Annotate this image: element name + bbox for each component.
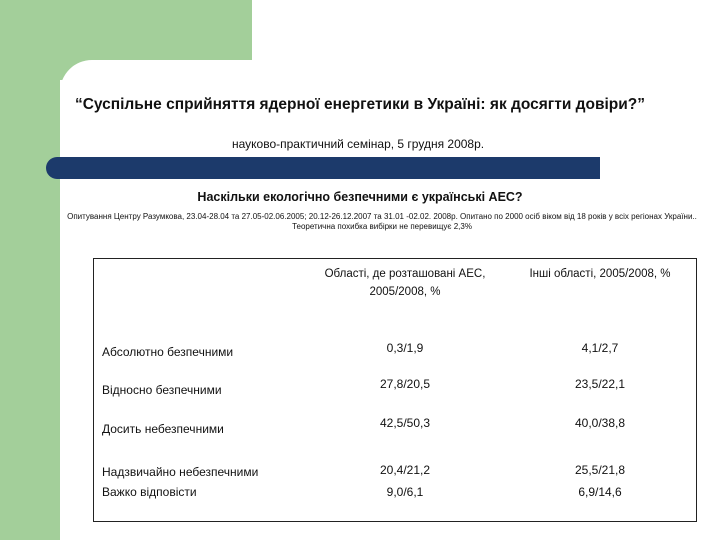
npp-regions-value: 27,8/20,5	[379, 377, 431, 391]
row-label: Абсолютно безпечними	[102, 345, 234, 359]
table-header-cell	[94, 259, 307, 336]
survey-question: Наскільки екологічно безпечними є українські АЕС?	[197, 190, 523, 204]
table-header-npp-regions: Області, де розташовані АЕС, 2005/2008, %	[324, 268, 486, 298]
other-regions-value: 25,5/21,8	[574, 463, 626, 477]
row-label: Відносно безпечними	[102, 383, 222, 397]
survey-note: Опитування Центру Разумкова, 23.04-28.04 та 27.05-02.06.2005; 20.12-26.12.2007 та 31.01 -02.02. 2008р. Опитано по 2000 осіб віком від 18 років у всіх регіонах України.. Теоретична похибка вибірки не перевищує 2,3%	[67, 212, 697, 231]
table-header-row	[94, 259, 697, 336]
other-regions-value: 40,0/38,8	[574, 416, 626, 430]
npp-regions-value: 9,0/6,1	[386, 485, 424, 499]
row-label: Важко відповісти	[102, 485, 197, 499]
other-regions-value: 23,5/22,1	[574, 377, 626, 391]
decorative-blue-bar	[46, 157, 600, 179]
npp-regions-value: 0,3/1,9	[386, 341, 424, 355]
table-header-other-regions: Інші області, 2005/2008, %	[529, 268, 671, 280]
slide-title: “Суспільне сприйняття ядерної енергетики в Україні: як досягти довіри?”	[74, 96, 646, 113]
table-row	[94, 399, 697, 438]
row-label: Досить небезпечними	[102, 422, 224, 436]
results-table	[93, 258, 697, 522]
other-regions-value: 6,9/14,6	[578, 485, 622, 499]
row-label: Надзвичайно небезпечними	[102, 465, 259, 479]
table-row	[94, 335, 697, 361]
decorative-green-strip	[0, 0, 60, 540]
table-row	[94, 483, 697, 522]
npp-regions-value: 42,5/50,3	[379, 416, 431, 430]
npp-regions-value: 20,4/21,2	[379, 463, 431, 477]
other-regions-value: 4,1/2,7	[581, 341, 619, 355]
slide-subtitle: науково-практичний семінар, 5 грудня 2008р.	[232, 137, 485, 151]
table-row	[94, 438, 697, 483]
table-row	[94, 361, 697, 399]
